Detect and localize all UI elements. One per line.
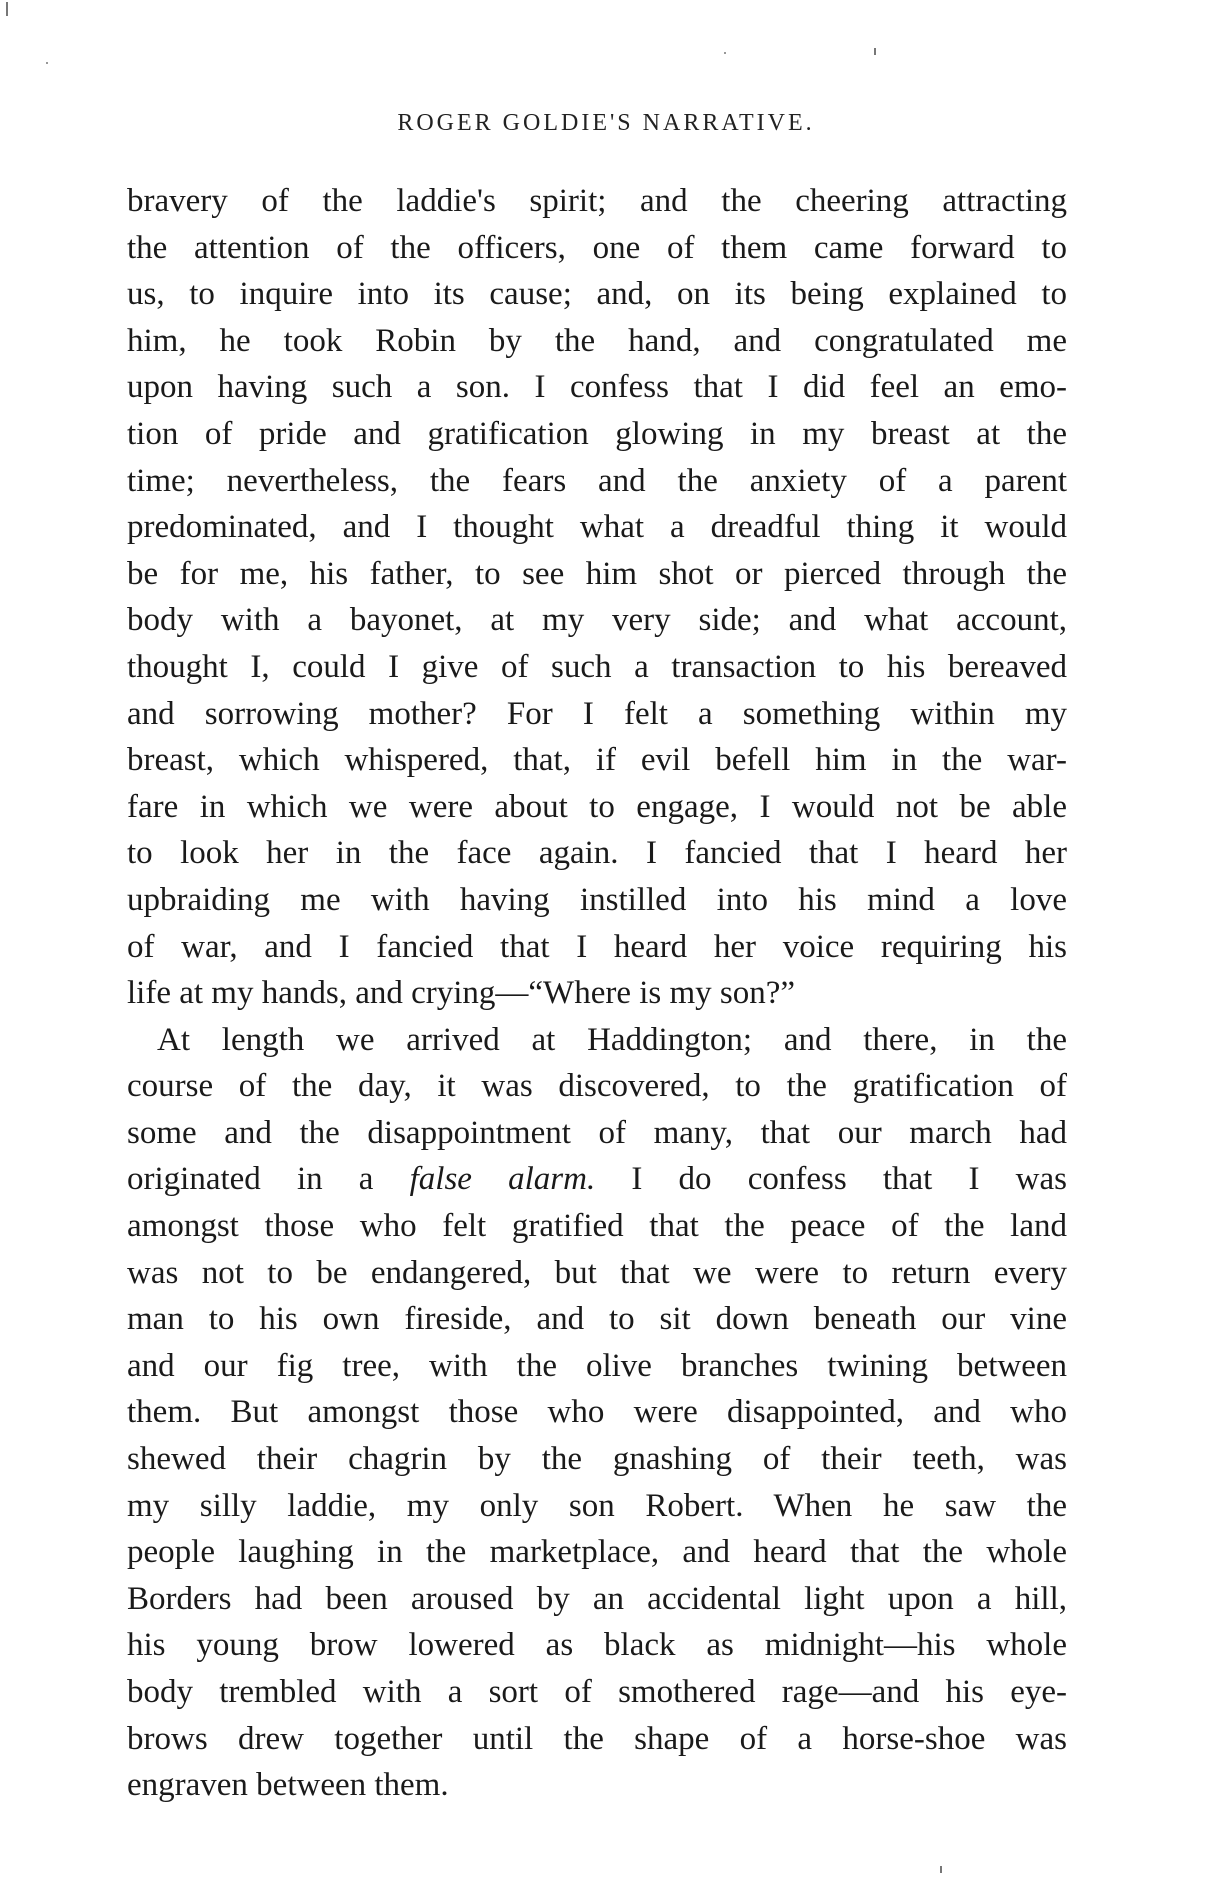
text-line: was not to be endangered, but that we were to return every bbox=[127, 1254, 1067, 1291]
text-line: bravery of the laddie's spirit; and the cheering attracting bbox=[127, 183, 1067, 219]
text-line: amongst those who felt gratified that the peace of the land bbox=[127, 1208, 1067, 1245]
text-line: breast, which whispered, that, if evil befell him in the war- bbox=[127, 742, 1067, 779]
text-line: shewed their chagrin by the gnashing of their teeth, was bbox=[127, 1441, 1067, 1478]
text-line: man to his own fireside, and to sit down beneath our vine bbox=[127, 1301, 1067, 1338]
scan-speck bbox=[724, 52, 726, 54]
scan-speck bbox=[874, 48, 876, 55]
text-line: and our fig tree, with the olive branches twining between bbox=[127, 1347, 1067, 1384]
text-line: some and the disappointment of many, that our march had bbox=[127, 1114, 1067, 1151]
text-line: upon having such a son. I confess that I did feel an emo- bbox=[127, 369, 1067, 406]
text-line: my silly laddie, my only son Robert. When he saw the bbox=[127, 1487, 1067, 1524]
text-line bbox=[127, 1156, 1067, 1203]
scan-speck bbox=[6, 2, 8, 16]
text-line: to look her in the face again. I fancied that I heard her bbox=[127, 835, 1067, 872]
body-text bbox=[127, 178, 1067, 1809]
text-line: and sorrowing mother? For I felt a something within my bbox=[127, 695, 1067, 732]
text-line: course of the day, it was discovered, to the gratification of bbox=[127, 1068, 1067, 1105]
text-line: time; nevertheless, the fears and the anxiety of a parent bbox=[127, 462, 1067, 499]
text-line: people laughing in the marketplace, and heard that the whole bbox=[127, 1534, 1067, 1571]
running-head: ROGER GOLDIE'S NARRATIVE. bbox=[397, 110, 815, 136]
text-line: engraven between them. bbox=[127, 1767, 449, 1804]
text-line: brows drew together until the shape of a horse-shoe was bbox=[127, 1720, 1067, 1757]
text-line: them. But amongst those who were disappointed, and who bbox=[127, 1394, 1067, 1431]
italic-phrase: false alarm. bbox=[409, 1161, 596, 1198]
text-line: us, to inquire into its cause; and, on its being explained to bbox=[127, 276, 1067, 313]
scan-speck bbox=[940, 1866, 942, 1873]
text-line: be for me, his father, to see him shot or pierced through the bbox=[127, 555, 1067, 592]
text-run: originated in a bbox=[127, 1161, 410, 1198]
text-line: body trembled with a sort of smothered rage—and his eye- bbox=[127, 1674, 1067, 1710]
text-run: I do confess that I was bbox=[595, 1161, 1067, 1198]
text-line: his young brow lowered as black as midnight—his whole bbox=[127, 1627, 1067, 1664]
text-line: thought I, could I give of such a transaction to his bereaved bbox=[127, 648, 1067, 685]
text-line: body with a bayonet, at my very side; and what account, bbox=[127, 602, 1067, 639]
text-line: life at my hands, and crying—“Where is my son?” bbox=[127, 975, 796, 1012]
text-line: of war, and I fancied that I heard her voice requiring his bbox=[127, 928, 1067, 965]
text-line: the attention of the officers, one of them came forward to bbox=[127, 229, 1067, 266]
text-line: upbraiding me with having instilled into his mind a love bbox=[127, 881, 1067, 918]
text-line: predominated, and I thought what a dreadful thing it would bbox=[127, 509, 1067, 546]
text-line: At length we arrived at Haddington; and there, in the bbox=[157, 1021, 1067, 1058]
text-line: him, he took Robin by the hand, and congratulated me bbox=[127, 322, 1067, 359]
text-line: Borders had been aroused by an accidental light upon a hill, bbox=[127, 1580, 1067, 1617]
text-line: fare in which we were about to engage, I would not be able bbox=[127, 788, 1067, 825]
scan-speck bbox=[46, 62, 48, 64]
text-line: tion of pride and gratification glowing in my breast at the bbox=[127, 415, 1067, 452]
